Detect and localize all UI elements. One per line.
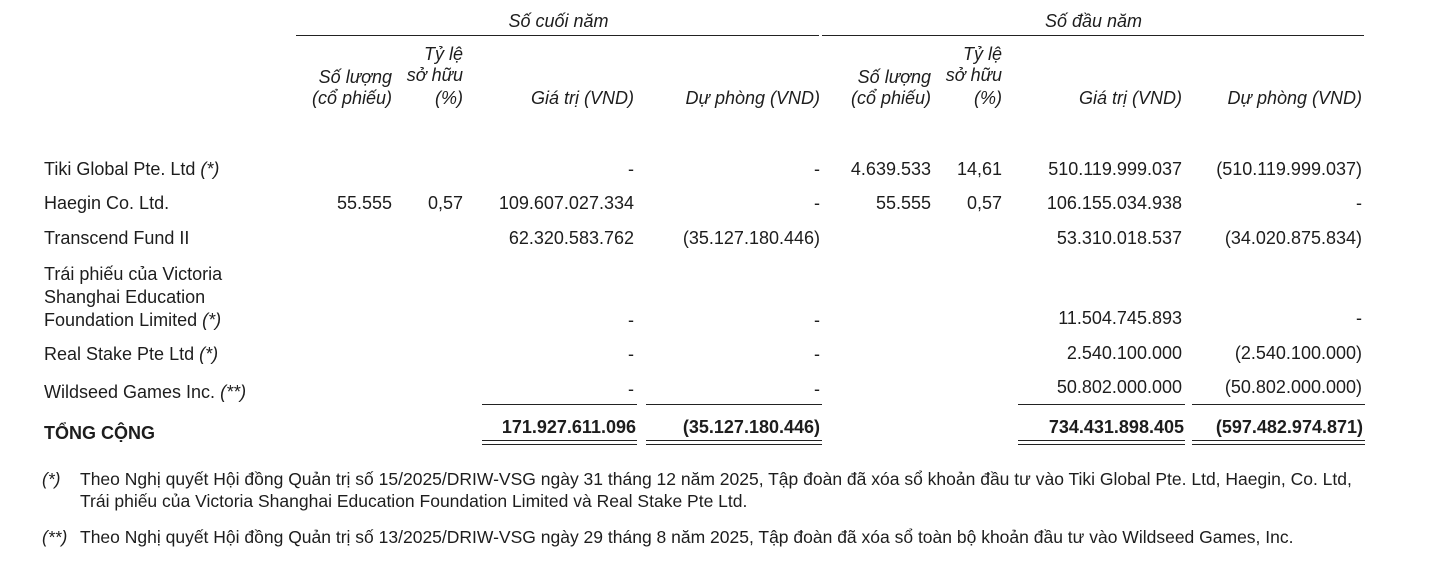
footnote-2 (42, 526, 1382, 572)
cell-end-provision: - (814, 193, 820, 213)
footnote-2-text: Theo Nghị quyết Hội đồng Quản trị số 13/2025/DRIW-VSG ngày 29 tháng 8 năm 2025, Tập đoàn đã xóa sổ toàn bộ khoản đầu tư vào Wildseed Games, Inc. (80, 527, 1294, 547)
cell-start-provision: (50.802.000.000) (1224, 377, 1362, 397)
cell-start-ratio: 0,57 (966, 193, 1002, 213)
cell-end-provision: - (814, 310, 820, 330)
header-end-of-year: Số cuối năm (508, 11, 609, 31)
total-end-value: 171.927.611.096 (501, 417, 636, 437)
cell-start-value: 510.119.999.037 (1048, 159, 1182, 179)
cell-start-value: 50.802.000.000 (1056, 377, 1182, 397)
total-start-provision: (597.482.974.871) (1215, 417, 1363, 437)
col-end-ratio-line1: Tỷ lệ (423, 44, 463, 64)
header-end-underline (296, 35, 819, 36)
header-start-underline (822, 35, 1364, 36)
col-start-ratio-line3: (%) (974, 88, 1002, 108)
row-name-line3: Foundation Limited (*) (44, 310, 222, 330)
footnote-1 (42, 468, 1382, 514)
col-start-ratio-line1: Tỷ lệ (962, 44, 1002, 64)
col-start-value: Giá trị (VND) (1079, 88, 1182, 108)
total-end-provision: (35.127.180.446) (682, 417, 820, 437)
header-start-of-year: Số đầu năm (1044, 11, 1143, 31)
subtotal-line-end-provision (646, 404, 822, 405)
col-end-ratio-line3: (%) (435, 88, 463, 108)
cell-end-provision: - (814, 159, 820, 179)
cell-end-value: - (628, 379, 634, 399)
total-double-line-start-provision (1192, 440, 1365, 445)
cell-start-ratio: 14,61 (956, 159, 1002, 179)
total-double-line-end-value (482, 440, 637, 445)
subtotal-line-end-value (482, 404, 637, 405)
total-start-value: 734.431.898.405 (1048, 417, 1184, 437)
cell-start-provision: (2.540.100.000) (1234, 343, 1362, 363)
subtotal-line-start-provision (1192, 404, 1365, 405)
footnote-2-mark: (**) (42, 527, 68, 547)
cell-start-provision: (510.119.999.037) (1216, 159, 1362, 179)
cell-start-provision: - (1356, 193, 1362, 213)
cell-start-value: 11.504.745.893 (1058, 308, 1182, 328)
footnote-1-mark: (*) (42, 469, 61, 489)
row-name-line1: Trái phiếu của Victoria (44, 264, 223, 284)
cell-end-ratio: 0,57 (427, 193, 463, 213)
col-end-provision: Dự phòng (VND) (685, 88, 820, 108)
total-double-line-start-value (1018, 440, 1185, 445)
cell-start-provision: - (1356, 308, 1362, 328)
cell-start-quantity: 55.555 (875, 193, 931, 213)
subtotal-line-start-value (1018, 404, 1185, 405)
cell-end-provision: - (814, 379, 820, 399)
cell-start-value: 106.155.034.938 (1046, 193, 1182, 213)
cell-end-provision: - (814, 344, 820, 364)
total-double-line-end-provision (646, 440, 822, 445)
row-name: Wildseed Games Inc. (**) (44, 382, 247, 402)
cell-end-value: - (628, 310, 634, 330)
cell-end-provision: (35.127.180.446) (682, 228, 820, 248)
col-end-ratio-line2: sở hữu (406, 65, 463, 85)
cell-start-quantity: 4.639.533 (850, 159, 931, 179)
cell-start-value: 2.540.100.000 (1066, 343, 1182, 363)
row-name: Real Stake Pte Ltd (*) (44, 344, 219, 364)
cell-end-value: 62.320.583.762 (508, 228, 634, 248)
cell-end-value: 109.607.027.334 (498, 193, 634, 213)
cell-end-quantity: 55.555 (336, 193, 392, 213)
col-end-quantity-line1: Số lượng (318, 67, 392, 87)
cell-start-provision: (34.020.875.834) (1224, 228, 1362, 248)
total-label: TỔNG CỘNG (44, 423, 155, 443)
row-name: Transcend Fund II (44, 228, 190, 248)
footnote-1-text: Theo Nghị quyết Hội đồng Quản trị số 15/2025/DRIW-VSG ngày 31 tháng 12 năm 2025, Tập đoàn đã xóa sổ khoản đầu tư vào Tiki Global Pte. Ltd, Haegin, Co. Ltd, Trái phiếu của Victoria Shanghai Education Foundation Limited và Real Stake Pte Ltd. (80, 469, 1352, 511)
cell-end-value: - (628, 159, 634, 179)
col-start-ratio-line2: sở hữu (945, 65, 1002, 85)
col-end-value: Giá trị (VND) (531, 88, 634, 108)
col-end-quantity-line2: (cổ phiếu) (311, 88, 392, 108)
cell-start-value: 53.310.018.537 (1056, 228, 1182, 248)
row-name-line2: Shanghai Education (44, 287, 206, 307)
row-name: Tiki Global Pte. Ltd (*) (44, 159, 220, 179)
col-start-quantity-line2: (cổ phiếu) (850, 88, 931, 108)
col-start-quantity-line1: Số lượng (857, 67, 931, 87)
row-name: Haegin Co. Ltd. (44, 193, 170, 213)
col-start-provision: Dự phòng (VND) (1227, 88, 1362, 108)
cell-end-value: - (628, 344, 634, 364)
